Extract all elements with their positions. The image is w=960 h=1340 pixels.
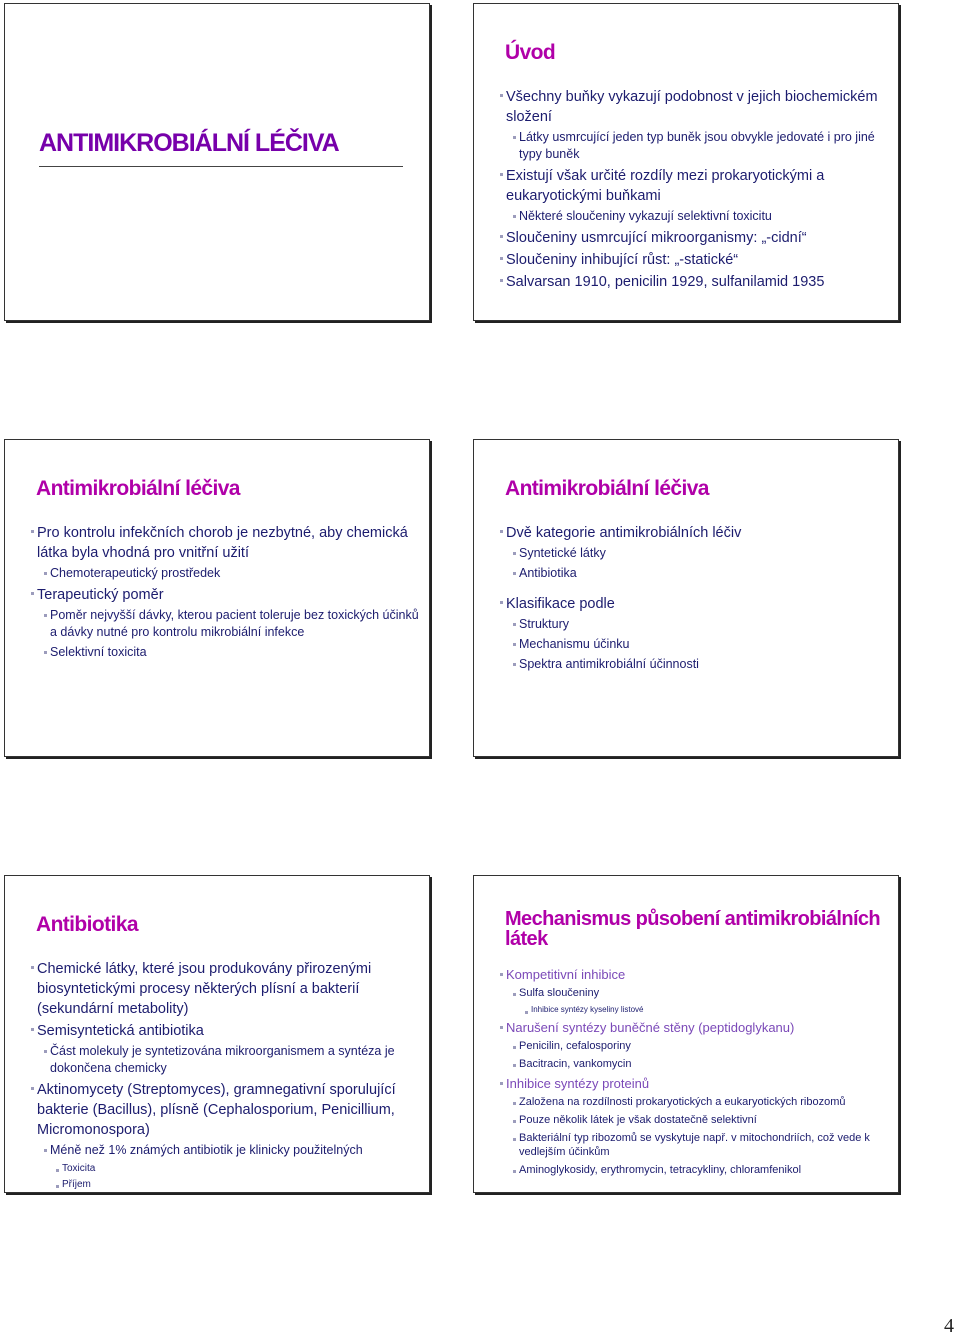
slide-1 [4, 3, 430, 321]
bullet-item: Aminoglykosidy, erythromycin, tetracykliny, chloramfenikol [500, 1163, 888, 1177]
bullet-item: Dvě kategorie antimikrobiálních léčiv [500, 523, 888, 543]
slide-title: Úvod [505, 41, 556, 64]
bullet-item: Terapeutický poměr [31, 585, 419, 605]
bullet-item: Sloučeniny usmrcující mikroorganismy: „-cidní“ [500, 228, 888, 248]
bullet-item: Narušení syntézy buněčné stěny (peptidoglykanu) [500, 1019, 888, 1036]
bullet-item: Spektra antimikrobiální účinnosti [500, 656, 888, 673]
bullet-item: Část molekuly je syntetizována mikroorganismem a syntéza je dokončena chemicky [31, 1043, 419, 1077]
bullet-item: Sulfa sloučeniny [500, 986, 888, 1000]
bullet-item: Existují však určité rozdíly mezi prokaryotickými a eukaryotickými buňkami [500, 166, 888, 206]
bullet-item: Toxicita [31, 1162, 419, 1176]
slide-4 [473, 439, 899, 757]
bullet-item: Aktinomycety (Streptomyces), gramnegativní sporulující bakterie (Bacillus), plísně (Cephalosporium, Penicillium, Micromonospora) [31, 1080, 419, 1140]
bullet-item: Látky usmrcující jeden typ buněk jsou obvykle jedovaté i pro jiné typy buněk [500, 129, 888, 163]
bullet-item: Chemoterapeutický prostředek [31, 565, 419, 582]
bullet-item: Klasifikace podle [500, 594, 888, 614]
slide-5 [4, 875, 430, 1193]
bullet-item: Všechny buňky vykazují podobnost v jejich biochemickém složení [500, 87, 888, 127]
bullet-item: Bacitracin, vankomycin [500, 1057, 888, 1071]
bullet-item: Antibiotika [500, 565, 888, 582]
slide-title: Mechanismus působení antimikrobiálních látek [505, 908, 881, 950]
bullet-item: Kompetitivní inhibice [500, 966, 888, 983]
bullet-item: Chemické látky, které jsou produkovány přirozenými biosyntetickými procesy některých plísní a bakterií (sekundární metabolity) [31, 959, 419, 1019]
bullet-item: Některé sloučeniny vykazují selektivní toxicitu [500, 208, 888, 225]
page-number: 4 [944, 1315, 954, 1337]
bullet-list [31, 959, 419, 1194]
slide-title: Antimikrobiální léčiva [505, 477, 709, 500]
bullet-item: Syntetické látky [500, 545, 888, 562]
bullet-list [500, 523, 888, 676]
bullet-item: Sloučeniny inhibující růst: „-statické“ [500, 250, 888, 270]
bullet-item: Penicilin, cefalosporiny [500, 1039, 888, 1053]
slide-title: Antibiotika [36, 913, 138, 936]
bullet-item: Méně než 1% známých antibiotik je klinicky použitelných [31, 1142, 419, 1159]
slide-6 [473, 875, 899, 1193]
slide-title: Antimikrobiální léčiva [36, 477, 240, 500]
bullet-item: Semisyntetická antibiotika [31, 1021, 419, 1041]
bullet-item: Poměr nejvyšší dávky, kterou pacient toleruje bez toxických účinků a dávky nutné pro kontrolu mikrobiální infekce [31, 607, 419, 641]
bullet-list [500, 966, 888, 1181]
bullet-item: Inhibice syntézy proteinů [500, 1075, 888, 1092]
bullet-item: Selektivní toxicita [31, 644, 419, 661]
bullet-list [500, 87, 888, 294]
bullet-item: Salvarsan 1910, penicilin 1929, sulfanilamid 1935 [500, 272, 888, 292]
bullet-item: Inhibice syntézy kyseliny listové [500, 1004, 888, 1015]
slide-2 [473, 3, 899, 321]
bullet-item: Bakteriální typ ribozomů se vyskytuje např. v mitochondriích, což vede k vedlejším účinkům [500, 1131, 888, 1159]
slide-3 [4, 439, 430, 757]
bullet-item: Založena na rozdílnosti prokaryotických a eukaryotických ribozomů [500, 1095, 888, 1109]
bullet-item: Příjem [31, 1178, 419, 1192]
bullet-item: Struktury [500, 616, 888, 633]
bullet-list [31, 523, 419, 664]
bullet-item: Pouze několik látek je však dostatečně selektivní [500, 1113, 888, 1127]
bullet-item: Pro kontrolu infekčních chorob je nezbytné, aby chemická látka byla vhodná pro vnitřní užití [31, 523, 419, 563]
bullet-item: Mechanismu účinku [500, 636, 888, 653]
cover-title: ANTIMIKROBIÁLNÍ LÉČIVA [39, 129, 403, 167]
